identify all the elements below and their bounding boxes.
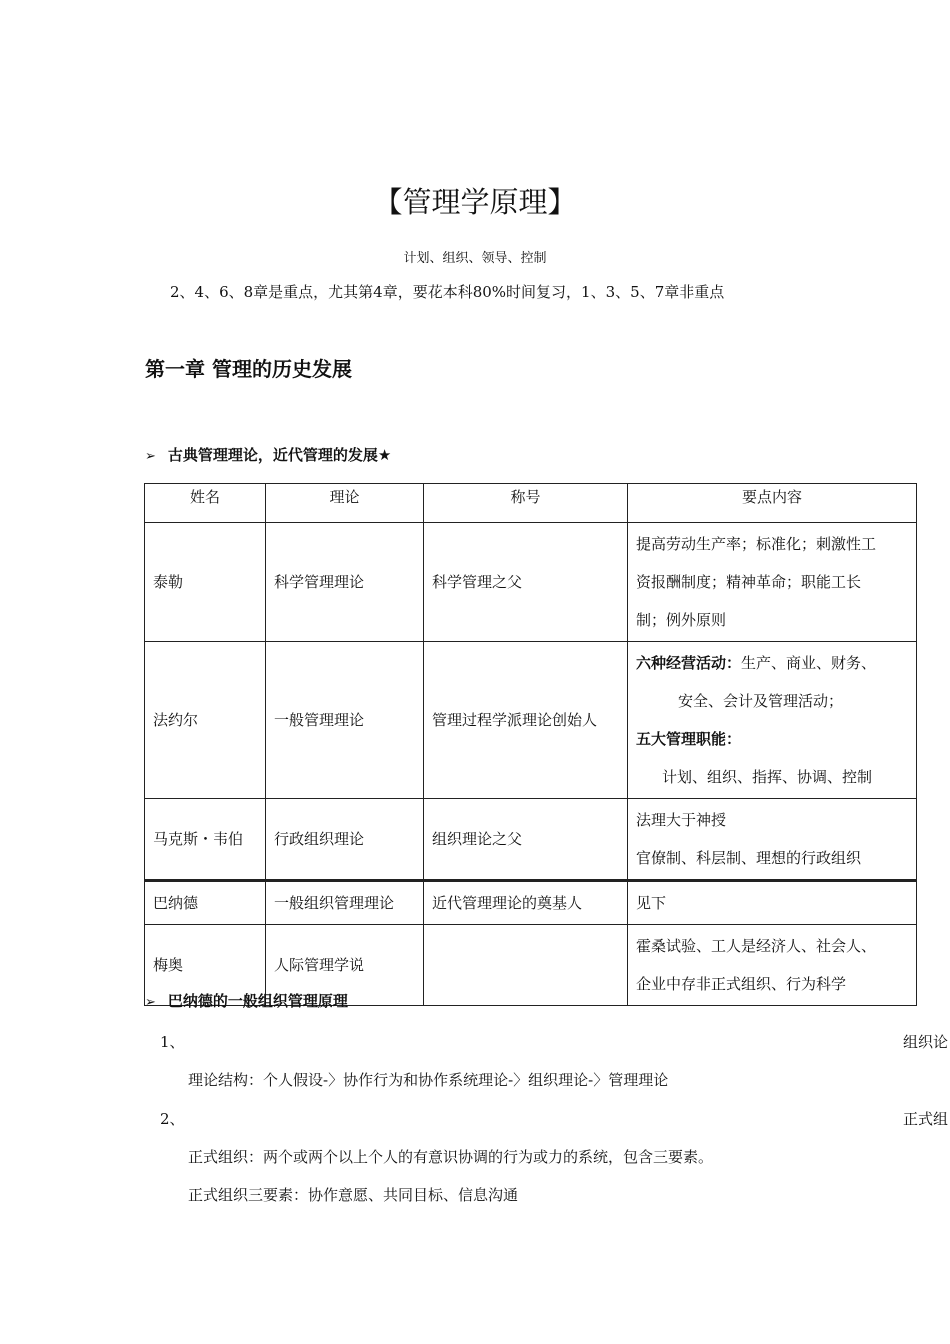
list-item-text: 理论结构：个人假设-〉协作行为和协作系统理论-〉组织理论-〉管理理论 bbox=[188, 1071, 669, 1089]
chapter-heading: 第一章 管理的历史发展 bbox=[145, 357, 352, 381]
points-line: 计划、组织、指挥、协调、控制 bbox=[662, 768, 873, 786]
cell-points bbox=[628, 881, 917, 925]
table-row bbox=[145, 642, 917, 799]
cell-theory: 一般管理理论 bbox=[266, 642, 424, 799]
management-theory-table bbox=[144, 483, 917, 1006]
arrow-bullet-icon: ➢ bbox=[145, 449, 156, 464]
cell-theory: 人际管理学说 bbox=[266, 925, 424, 1006]
points-label: 六种经营活动： bbox=[636, 654, 742, 672]
cell-name: 泰勒 bbox=[145, 523, 266, 642]
cell-name: 马克斯・韦伯 bbox=[145, 799, 266, 881]
section-heading-barnard bbox=[145, 990, 348, 1011]
header-name: 姓名 bbox=[145, 484, 266, 523]
intro-paragraph: 2、4、6、8章是重点，尤其第4章，要花本科80%时间复习，1、3、5、7章非重点 bbox=[170, 283, 725, 301]
table-row bbox=[145, 799, 917, 881]
table-header-row bbox=[145, 484, 917, 523]
points-line: 官僚制、科层制、理想的行政组织 bbox=[636, 849, 862, 867]
cell-points bbox=[628, 925, 917, 1006]
header-title: 称号 bbox=[424, 484, 628, 523]
list-item-text: 正式组织三要素：协作意愿、共同目标、信息沟通 bbox=[188, 1186, 519, 1204]
cell-title: 近代管理理论的奠基人 bbox=[424, 881, 628, 925]
cell-title: 管理过程学派理论创始人 bbox=[424, 642, 628, 799]
cell-theory: 一般组织管理理论 bbox=[266, 881, 424, 925]
document-subtitle: 计划、组织、领导、控制 bbox=[403, 251, 547, 266]
points-text: 生产、商业、财务、 bbox=[741, 654, 877, 672]
section-heading-classical bbox=[145, 444, 391, 465]
points-line: 企业中存非正式组织、行为科学 bbox=[636, 975, 847, 993]
arrow-bullet-icon: ➢ bbox=[145, 995, 156, 1010]
points-line: 资报酬制度；精神革命；职能工长 bbox=[636, 573, 862, 591]
cell-theory: 科学管理理论 bbox=[266, 523, 424, 642]
cell-points bbox=[628, 642, 917, 799]
list-item-heading: 组织论 bbox=[903, 1033, 949, 1051]
cell-points bbox=[628, 523, 917, 642]
cell-name: 法约尔 bbox=[145, 642, 266, 799]
list-item-heading: 正式组 bbox=[903, 1110, 949, 1128]
list-item-number: 1、 bbox=[160, 1033, 185, 1051]
section-heading-text: 古典管理理论，近代管理的发展★ bbox=[167, 446, 392, 464]
points-line: 制；例外原则 bbox=[636, 611, 727, 629]
header-theory: 理论 bbox=[266, 484, 424, 523]
list-item-number: 2、 bbox=[160, 1110, 185, 1128]
table-row bbox=[145, 881, 917, 925]
cell-title bbox=[424, 925, 628, 1006]
document-title: 【管理学原理】 bbox=[373, 185, 577, 219]
cell-title: 科学管理之父 bbox=[424, 523, 628, 642]
points-line: 安全、会计及管理活动； bbox=[678, 692, 844, 710]
cell-name: 梅奥 bbox=[145, 925, 266, 1006]
table-row bbox=[145, 523, 917, 642]
section-heading-text: 巴纳德的一般组织管理原理 bbox=[167, 992, 348, 1010]
points-line: 见下 bbox=[636, 894, 667, 912]
cell-title: 组织理论之父 bbox=[424, 799, 628, 881]
cell-name: 巴纳德 bbox=[145, 881, 266, 925]
points-label: 五大管理职能： bbox=[636, 730, 742, 748]
points-line: 提高劳动生产率；标准化；刺激性工 bbox=[636, 535, 877, 553]
points-line: 法理大于神授 bbox=[636, 811, 727, 829]
cell-points bbox=[628, 799, 917, 881]
points-line: 霍桑试验、工人是经济人、社会人、 bbox=[636, 937, 877, 955]
list-item-text: 正式组织：两个或两个以上个人的有意识协调的行为或力的系统，包含三要素。 bbox=[188, 1148, 714, 1166]
cell-theory: 行政组织理论 bbox=[266, 799, 424, 881]
header-points: 要点内容 bbox=[628, 484, 917, 523]
points-line bbox=[636, 644, 908, 682]
